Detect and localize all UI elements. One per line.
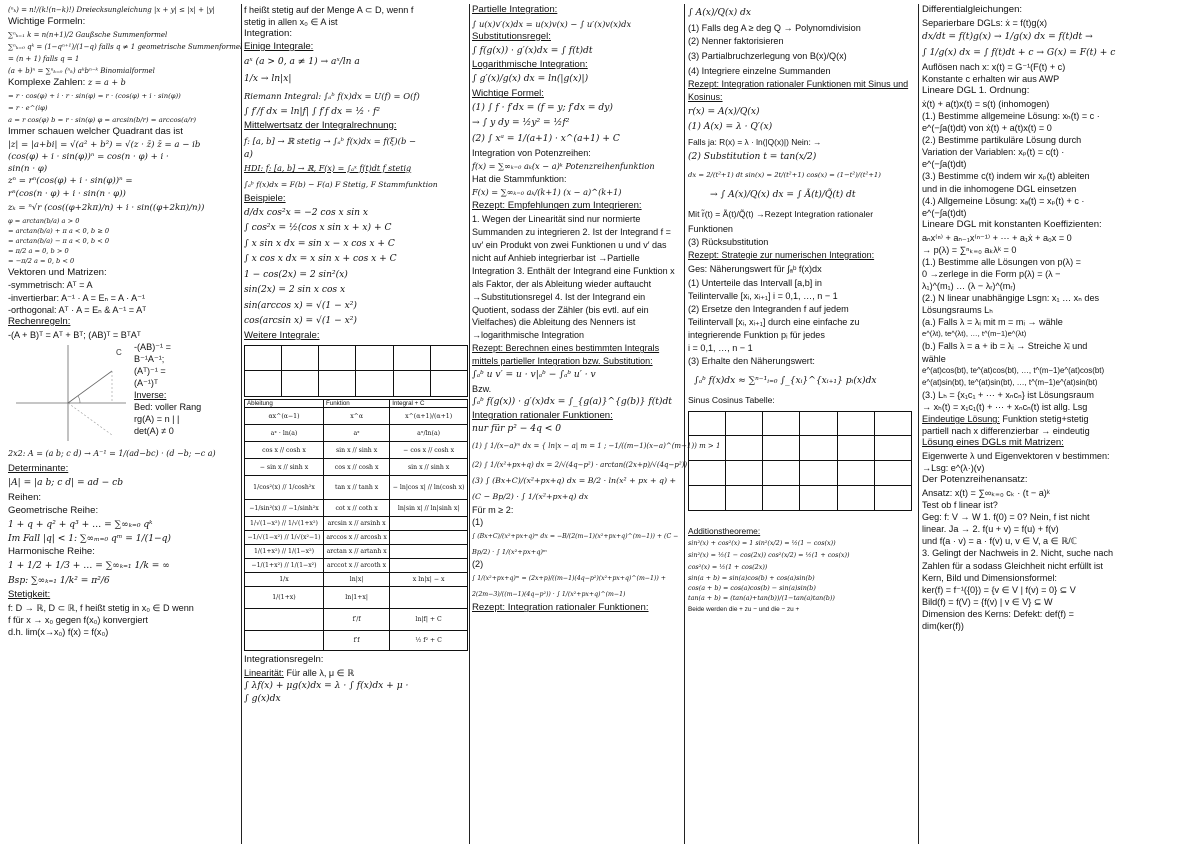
empty-grid — [244, 345, 468, 397]
rational-line: Für m ≥ 2: — [472, 505, 514, 516]
heading-determinante: Determinante: — [8, 462, 69, 474]
dgl-line: ∫ 1/g(x) dx = ∫ f(t)dt + c → G(x) = F(t) + c — [922, 47, 1116, 58]
table-cell: −1/√(1−x²) // 1/√(x²−1) — [245, 531, 324, 545]
numerisch-line: integrierende Funktion pᵢ für jedes — [688, 329, 825, 340]
dgl-line: Separierbare DGLs: ẋ = f(t)g(x) — [922, 17, 1048, 28]
table-cell: arccos x // arcosh x — [323, 531, 389, 545]
table-cell: 1/√(1−x²) // 1/√(1+x²) — [245, 517, 324, 531]
rational-line: (C − Bp/2) · ∫ 1/(x²+px+q) dx — [472, 492, 589, 502]
rezept-rational-line: ∫ A(x)/Q(x) dx — [688, 8, 752, 18]
potenz-line: und f(a · v) = a · f(v) u, v ∈ V, a ∈ ℝ/ℂ — [922, 536, 1078, 547]
example-line: sin(2x) = 2 sin x cos x — [244, 285, 346, 296]
sincos-line: Falls ja: R(x) = λ · ln(|Q(x)|) Nein: → — [688, 137, 822, 147]
inverse-condition: Bed: voller Rang — [134, 402, 202, 413]
numerisch-line: Teilintervalle [xᵢ, xᵢ₊₁] i = 0,1, …, n − 1 — [688, 290, 838, 301]
column-divider — [684, 4, 685, 844]
determinant-formula: |A| = |a b; c d| = ad − cb — [8, 478, 124, 489]
eindeutige-loesung-line — [922, 413, 1194, 425]
integral-line: Riemann Integral: ∫ₐᵇ f(x)dx = U(f) = O(f) — [244, 90, 420, 101]
potenz-line: Test ob f linear ist? — [922, 500, 998, 511]
stetig-intro: stetig in allen x₀ ∈ A ist — [244, 17, 338, 28]
complex-plane-svg — [8, 341, 132, 443]
linearitaet-formula: ∫ g(x)dx — [244, 694, 281, 705]
potenz-line: Ansatz: x(t) = ∑∞ₖ₌₀ cₖ · (t − a)ᵏ — [922, 487, 1050, 498]
sincos-line: dx = 2/(t²+1) dt sin(x) = 2t/(t²+1) cos(x) = (1−t²)/(t²+1) — [688, 171, 881, 179]
table-cell: arccot x // arcoth x — [323, 559, 389, 573]
example-line: ∫ x cos x dx = x sin x + cos x + C — [244, 254, 397, 265]
konst-line: wähle — [922, 353, 946, 364]
arctan-case: = arctan(b/a) − π a < 0, b < 0 — [8, 237, 110, 246]
heading-linearitaet: Linearität: — [244, 668, 284, 679]
additions-line: tan(a + b) = (tan(a)+tan(b))/(1−tan(a)tan(b)) — [688, 594, 835, 603]
table-cell — [390, 559, 468, 573]
konst-line: λ₁)^(m₁) … (λ − λᵣ)^(mᵣ) — [922, 280, 1016, 291]
table-cell: x ln|x| − x — [390, 573, 468, 587]
stetigkeit-line: f für x → x₀ gegen f(x₀) konvergiert — [8, 614, 148, 625]
formula-line: = (n + 1) falls q = 1 — [8, 55, 80, 64]
potenz-line: Dimension des Kerns: Defekt: def(f) = — [922, 608, 1074, 619]
heading-text: Komplexe Zahlen: — [8, 77, 86, 89]
linearitaet-formula: ∫ λf(x) + μg(x)dx = λ · ∫ f(x)dx + μ · — [244, 681, 409, 692]
heading-rezept-bestimmtes-integral: Rezept: Berechnen eines bestimmten Integrals mittels partieller Integration bzw. Substitution: — [472, 343, 660, 367]
table-cell: ln|f| + C — [390, 609, 468, 631]
additions-line: cos(a + b) = cos(a)cos(b) − sin(a)sin(b) — [688, 584, 816, 593]
heading-beispiele: Beispiele: — [244, 192, 286, 204]
heading-geometrische-reihe: Geometrische Reihe: — [8, 505, 99, 517]
lineare-dgl-line: (2.) Bestimme partikuläre Lösung durch — [922, 135, 1082, 146]
additions-note: Beide werden die + zu − und die − zu + — [688, 606, 800, 614]
heading-partielle-integration: Partielle Integration: — [472, 4, 558, 15]
potenz-line: Zahlen für a sodass Gleichheit nicht erfüllt ist — [922, 560, 1103, 571]
additions-line: sin²(x) = ½(1 − cos(2x)) cos²(x/2) = ½(1 + cos(x)) — [688, 551, 850, 560]
heading-einige-integrale: Einige Integrale: — [244, 40, 314, 52]
inverse-rule: (Aᵀ)⁻¹ = — [134, 365, 166, 376]
heading-rezept-rationale: Rezept: Integration rationaler Funktionen: — [472, 602, 649, 614]
formula-line: |z| = |a+bi| = √(a² + b²) = √(z · z̄) z̄ = a − ib — [8, 140, 201, 151]
rezept-text: 1. Wegen der Linearität sind nur normierte Summanden zu integrieren 2. Ist der Integrand f = uv′ ein Produkt von zwei Funktionen u und v′ das nicht auf Anhieb integrierbar ist →Partielle Integration 3. Enthält der Integrand eine Funktion x als Faktor, der als Ableitung wieder auftaucht →Substitutionsregel 4. Ist der Integrand ein Quotient, sodass der Zähler (bis evtl. auf ein Vielfaches) die Ableitung des Nenners ist →logarithmische Integration — [472, 214, 675, 341]
hdi-line: ∫ₐᵇ f(x)dx = F(b) − F(a) F Stetig, F Stammfunktion — [244, 179, 438, 189]
inverse-rule: -(AB)⁻¹ = — [134, 341, 171, 352]
table-cell: − sin x // sinh x — [245, 459, 324, 476]
sincos-line: (2) Substitution t = tan(x/2) — [688, 152, 817, 162]
inverse-condition: det(A) ≠ 0 — [134, 426, 174, 437]
column-header: Funktion — [323, 399, 389, 408]
heading-wichtige-formeln: Wichtige Formeln: — [8, 16, 86, 28]
sincos-line: (1) A(x) = λ · Q′(x) — [688, 122, 773, 132]
mittelwert-line: a) — [244, 149, 253, 160]
numerisch-line: (1) Unterteile das Intervall [a,b] in — [688, 277, 822, 288]
stetig-intro: f heißt stetig auf der Menge A ⊂ D, wenn f — [244, 5, 414, 15]
potenz-line: Kern, Bild und Dimensionsformel: — [922, 572, 1057, 583]
formula-line: = r · e^(iφ) — [8, 104, 48, 113]
table-cell: x^α — [323, 408, 389, 425]
integral-line: ∫ f′/f dx = ln|f| ∫ f′f dx = ½ · f² — [244, 106, 381, 117]
stetigkeit-line: f: D → ℝ, D ⊂ ℝ, f heißt stetig in x₀ ∈ D wenn — [8, 602, 194, 613]
additions-line: sin²(x) + cos²(x) = 1 sin²(x/2) = ½(1 − cos(x)) — [688, 539, 836, 548]
rational-line: (3) ∫ (Bx+C)/(x²+px+q) dx = B/2 · ln(x² + px + q) + — [472, 476, 677, 486]
dgl-line: Auflösen nach x: x(t) = G⁻¹(F(t) + c) — [922, 61, 1066, 72]
table-cell: 1/x — [245, 573, 324, 587]
inverse-rule: (A⁻¹)ᵀ — [134, 377, 158, 388]
heading-potenzreihenansatz: Der Potenzreihenansatz: — [922, 474, 1028, 486]
series-formula: Im Fall |q| < 1: ∑∞ₘ₌₀ qᵐ = 1/(1−q) — [8, 533, 171, 544]
rational-line: Bp/2) · ∫ 1/(x²+px+q)ᵐ — [472, 548, 548, 557]
column-1 — [8, 4, 243, 844]
arctan-case: = π/2 a = 0, b > 0 — [8, 247, 69, 256]
lineare-dgl-line: (1.) Bestimme allgemeine Lösung: xₕ(t) = c · — [922, 110, 1100, 121]
series-formula: 1 + 1/2 + 1/3 + … = ∑∞ₖ₌₁ 1/k = ∞ — [8, 560, 170, 571]
example-line: cos(arcsin x) = √(1 − x²) — [244, 316, 357, 327]
quadrant-note: Immer schauen welcher Quadrant das ist — [8, 126, 183, 138]
heading-rechenregeln: Rechenregeln: — [8, 315, 71, 327]
table-cell: ½ f² + C — [390, 631, 468, 651]
formula-line: rⁿ(cos(n · φ) + i · sin(n · φ)) — [8, 188, 126, 199]
potenz-line: ker(f) = f⁻¹({0}) = {v ∈ V | f(v) = 0} ⊆ V — [922, 584, 1076, 595]
numerisch-line: (3) Erhalte den Näherungswert: — [688, 355, 815, 366]
potenzreihe-line: Hat die Stammfunktion: — [472, 174, 567, 185]
lineare-dgl-line: und in die inhomogene DGL einsetzen — [922, 183, 1077, 194]
lineare-dgl-line: e^(−∫a(t)dt) — [922, 159, 967, 170]
column-header: Integral + C — [390, 399, 468, 408]
eindeutig-text: Funktion stetig+stetig — [999, 414, 1089, 425]
table-cell: aˣ · ln(a) — [245, 425, 324, 442]
potenz-line: Geg: f: V → W 1. f(0) = 0? Nein, f ist nicht — [922, 512, 1090, 523]
mittelwert-line: f: [a, b] → ℝ stetig → ∫ₐᵇ f(x)dx = f(ξ)(b − — [244, 135, 416, 146]
integral-line: aˣ (a > 0, a ≠ 1) → aˣ/ln a — [244, 56, 360, 67]
lineare-dgl-line: e^(−∫a(t)dt) — [922, 207, 967, 218]
konst-line: aₙx⁽ⁿ⁾ + aₙ₋₁x⁽ⁿ⁻¹⁾ + ⋯ + a₁ẋ + a₀x = 0 — [922, 232, 1072, 243]
table-cell: cos x // cosh x — [245, 442, 324, 459]
formula-inline: z = a + b — [88, 78, 126, 88]
numerisch-line: Teilintervall [xᵢ, xᵢ₊₁] durch eine einfache zu — [688, 316, 860, 327]
sinus-cosinus-table — [688, 411, 912, 511]
table-cell: f′/f — [323, 609, 389, 631]
potenzreihe-line: F(x) = ∑∞ₖ₌₀ aₖ/(k+1) (x − a)^(k+1) — [472, 187, 622, 198]
rational-line: nur für p² − 4q < 0 — [472, 423, 562, 434]
rechenregel-line: -(A + B)ᵀ = Aᵀ + Bᵀ; (AB)ᵀ = BᵀAᵀ — [8, 329, 141, 340]
arctan-case: φ = arctan(b/a) a > 0 — [8, 216, 80, 225]
rezept-rational-line: (1) Falls deg A ≥ deg Q → Polynomdivision — [688, 23, 861, 33]
rezept-rational-line: (4) Integriere einzelne Summanden — [688, 66, 831, 76]
formula-line: (a + b)ⁿ = ∑ⁿₖ₌₀ (ⁿₖ) aᵏbⁿ⁻ᵏ Binomialformel — [8, 67, 155, 76]
table-cell: 1/(1+x²) // 1/(1−x²) — [245, 545, 324, 559]
table-cell: tan x // tanh x — [323, 476, 389, 500]
heading-inverse: Inverse: — [134, 389, 167, 400]
table-cell: sin x // sinh x — [390, 459, 468, 476]
numerisch-line: (2) Ersetze den Integranden f auf jedem — [688, 303, 849, 314]
table-cell: −1/sin²(x) // −1/sinh²x — [245, 500, 324, 517]
rational-line: (2) — [472, 559, 484, 570]
lineare-dgl-line: ẋ(t) + a(t)x(t) = s(t) (inhomogen) — [922, 98, 1050, 109]
table-cell: aˣ/ln(a) — [390, 425, 468, 442]
example-line: d/dx cos²x = −2 cos x sin x — [244, 208, 369, 219]
dgl-line: dx/dt = f(t)g(x) → 1/g(x) dx = f(t)dt → — [922, 31, 1093, 42]
heading-komplexe-zahlen — [8, 77, 240, 90]
additions-line: cos²(x) = ½(1 + cos(2x)) — [688, 563, 768, 572]
table-cell: aˣ — [323, 425, 389, 442]
example-line: ∫ cos²x = ½(cos x sin x + x) + C — [244, 223, 392, 234]
partielle-formula: ∫ u(x)v′(x)dx = u(x)v(x) − ∫ u′(x)v(x)dx — [472, 18, 632, 29]
heading-eindeutige-loesung: Eindeutige Lösung: — [922, 414, 1000, 425]
heading-wichtige-formel: Wichtige Formel: — [472, 88, 544, 100]
formula-line: sin(n · φ) — [8, 164, 48, 175]
column-2 — [244, 4, 468, 844]
formula-line: zₖ = ⁿ√r (cos((φ+2kπ)/n) + i · sin((φ+2kπ)/n)) — [8, 202, 205, 213]
konst-line: (1.) Bestimme alle Lösungen von p(λ) = — [922, 256, 1081, 267]
heading-differentialgleichungen: Differentialgleichungen: — [922, 4, 1023, 15]
additions-line: sin(a + b) = sin(a)cos(b) + cos(a)sin(b) — [688, 574, 815, 583]
konst-line: (b.) Falls λ = a + ib = λᵢ → Streiche λ̄ᵢ und — [922, 341, 1088, 352]
table-cell — [245, 609, 324, 631]
rezept-rational-line: (3) Partialbruchzerlegung von B(x)/Q(x) — [688, 51, 847, 61]
inverse-2x2: 2x2: A = (a b; c d) → A⁻¹ = 1/(ad−bc) · (d −b; −c a) — [8, 448, 216, 458]
rational-line: 2(2m−3)/((m−1)(4q−p²)) · ∫ 1/(x²+px+q)^(m−1) — [472, 591, 626, 599]
heading-lineare-dgl: Lineare DGL 1. Ordnung: — [922, 85, 1030, 97]
example-line: sin(arccos x) = √(1 − x²) — [244, 300, 357, 311]
substitution-formula: ∫ f(g(x)) · g′(x)dx = ∫ f(t)dt — [472, 45, 593, 56]
heading-harmonische-reihe: Harmonische Reihe: — [8, 545, 95, 557]
column-divider — [469, 4, 470, 844]
table-cell: cos x // cosh x — [323, 459, 389, 476]
potenz-line: dim(ker(f)) — [922, 621, 964, 632]
table-cell: cot x // coth x — [323, 500, 389, 517]
series-formula: 1 + q + q² + q³ + … = ∑∞ₖ₌₀ qᵏ — [8, 519, 153, 530]
rational-line: ∫ 1/(x²+px+q)ᵐ = (2x+p)/((m−1)(4q−p²)(x²+px+q)^(m−1)) + — [472, 575, 666, 583]
sincos-line: Funktionen — [688, 224, 733, 234]
inverse-rule: B⁻¹A⁻¹; — [134, 353, 165, 364]
log-formula: ∫ g′(x)/g(x) dx = ln(|g(x)|) — [472, 74, 589, 85]
konst-line: e^(at)sin(bt), te^(at)sin(bt), …, t^(m−1)e^(at)sin(bt) — [922, 377, 1098, 387]
numerisch-line: Ges: Näherungswert für ∫ₐᵇ f(x)dx — [688, 263, 822, 274]
inverse-block — [134, 341, 240, 438]
formula-line: (cos(φ) + i · sin(φ))ⁿ = cos(n · φ) + i · — [8, 152, 169, 163]
lineare-dgl-line: Variation der Variablen: xₚ(t) = c(t) · — [922, 147, 1065, 158]
potenzreihe-line: Integration von Potenzreihen: — [472, 148, 591, 159]
table-cell: arcsin x // arsinh x — [323, 517, 389, 531]
matrizen-line: Eigenwerte λ und Eigenvektoren v bestimmen: — [922, 451, 1110, 461]
numerisch-line: ∫ₐᵇ f(x)dx ≈ ∑ⁿ⁻¹ᵢ₌₀ ∫_{xᵢ}^{xᵢ₊₁} pᵢ(x)dx — [694, 375, 877, 386]
table-cell — [390, 545, 468, 559]
diagram-label-c: C — [116, 347, 122, 357]
arctan-case: = −π/2 a = 0, b < 0 — [8, 257, 75, 266]
inverse-condition: rg(A) = n | | — [134, 414, 180, 425]
rational-line: (1) — [472, 517, 484, 528]
potenz-line: Bild(f) = f(V) = {f(v) | v ∈ V} ⊆ W — [922, 596, 1053, 607]
formula-sheet — [8, 4, 1194, 844]
konst-line: Lösungsraums Lₕ — [922, 305, 993, 316]
wichtige-formel-line: (1) ∫ f · f′dx = (f = y; f′dx = dy) — [472, 103, 613, 114]
lineare-dgl-line: (3.) Bestimme c(t) indem wir xₚ(t) ableiten — [922, 171, 1090, 182]
heading-konstante-koeffizienten: Lineare DGL mit konstanten Koeffizienten: — [922, 218, 1102, 230]
potenz-line: linear. Ja → 2. f(u + v) = f(u) + f(v) — [922, 524, 1059, 535]
binomial-line: (ⁿₖ) = n!/(k!(n−k)!) Dreiecksungleichung |x + y| ≤ |x| + |y| — [8, 6, 215, 14]
table-cell: − ln|cos x| // ln(cosh x) — [390, 476, 468, 500]
konst-line: → xₕ(t) = x₁c₁(t) + ⋯ + xₙcₙ(t) ist allg. Lsg — [922, 401, 1088, 412]
table-cell: ln|1+x| — [323, 587, 389, 609]
heading-rationale-funktionen: Integration rationaler Funktionen: — [472, 410, 613, 422]
konst-line: (a.) Falls λ = λᵢ mit m = mᵢ → wähle — [922, 317, 1063, 328]
konst-line: e^(λt), te^(λt), …, t^(m−1)e^(λt) — [922, 329, 1027, 339]
table-cell: ln|x| — [323, 573, 389, 587]
heading-weitere-integrale: Weitere Integrale: — [244, 329, 320, 341]
table-cell — [390, 517, 468, 531]
heading-integrationsregeln: Integrationsregeln: — [244, 654, 324, 666]
konst-line: → p(λ) = ∑ⁿₖ₌₀ aₖλᵏ = 0 — [922, 244, 1017, 255]
formula-line: ∑ⁿₖ₌₁ k = n(n+1)/2 Gaußsche Summenformel — [8, 30, 168, 39]
rational-line: ∫ (Bx+C)/(x²+px+q)ᵐ dx = −B/(2(m−1)(x²+px+q)^(m−1)) + (C − — [472, 533, 679, 541]
table-cell: − cos x // cosh x — [390, 442, 468, 459]
bestimmtes-integral-line: ∫ₐᵇ f(g(x)) · g′(x)dx = ∫_{g(a)}^{g(b)} f(t)dt — [472, 397, 672, 408]
table-cell: −1/(1+x²) // 1/(1−x²) — [245, 559, 324, 573]
column-4 — [688, 4, 916, 844]
complex-plane-block — [8, 341, 240, 445]
table-cell: αx^(α−1) — [245, 408, 324, 425]
table-cell: 1/(1+x) — [245, 587, 324, 609]
matrix-property: -orthogonal: Aᵀ · A = Eₙ & A⁻¹ = Aᵀ — [8, 304, 147, 315]
table-cell — [390, 531, 468, 545]
complex-plane-diagram — [8, 341, 132, 443]
column-header: Ableitung — [245, 399, 324, 408]
heading-mittelwertsatz: Mittelwertsatz der Integralrechnung: — [244, 119, 397, 131]
rational-line: (1) ∫ 1/(x−a)ᵐ dx = { ln|x − a| m = 1 ; −1/((m−1)(x−a)^(m−1)) m > 1 — [472, 442, 721, 451]
matrizen-line: →Lsg: e^(λ·)(v) — [922, 463, 985, 474]
matrix-property: -invertierbar: A⁻¹ · A = Eₙ = A · A⁻¹ — [8, 292, 146, 303]
sincos-line: r(x) = A(x)/Q(x) — [688, 107, 760, 117]
table-cell: sin x // sinh x — [323, 442, 389, 459]
wichtige-formel-line: (2) ∫ xᵃ = 1/(a+1) · x^(a+1) + C — [472, 134, 620, 145]
arctan-case: = arctan(b/a) + π a < 0, b ≥ 0 — [8, 226, 110, 235]
table-cell — [245, 631, 324, 651]
column-divider — [241, 4, 242, 844]
rezept-rational-line: (2) Nenner faktorisieren — [688, 36, 784, 46]
heading-rezept-sinus-kosinus: Rezept: Integration rationaler Funktionen mit Sinus und Kosinus: — [688, 79, 909, 102]
numerisch-line: i = 0,1, …, n − 1 — [688, 342, 753, 353]
linearitaet-line — [244, 667, 468, 679]
heading-vektoren-matrizen: Vektoren und Matrizen: — [8, 266, 107, 278]
formula-line: zⁿ = rⁿ(cos(φ) + i · sin(φ))ⁿ = — [8, 176, 133, 187]
formula-line: = r · cos(φ) + i · r · sin(φ) = r · (cos(φ) + i · sin(φ)) — [8, 92, 181, 101]
hdi-line: HDI: f: [a, b] → ℝ, F(x) = ∫ₐˣ f(t)dt f stetig — [244, 163, 412, 173]
konst-line: (2.) N linear unabhängige Lsgn: x₁ … xₙ des — [922, 293, 1100, 304]
potenz-line: 3. Gelingt der Nachweis in 2. Nicht, suche nach — [922, 548, 1114, 559]
formula-line: ∑ⁿₖ₌₀ qᵏ = (1−qⁿ⁺¹)/(1−q) falls q ≠ 1 geometrische Summenformel — [8, 42, 243, 51]
integral-line: 1/x → ln|x| — [244, 73, 292, 84]
table-cell: 1/cos²(x) // 1/cosh²x — [245, 476, 324, 500]
heading-rezept-empfehlungen: Rezept: Empfehlungen zum Integrieren: — [472, 200, 642, 212]
heading-log-integration: Logarithmische Integration: — [472, 58, 588, 70]
heading-additionstheoreme: Additionstheoreme: — [688, 525, 761, 536]
table-cell: x^(α+1)/(α+1) — [390, 408, 468, 425]
heading-reihen: Reihen: — [8, 492, 42, 504]
table-cell: ln|sin x| // ln|sinh x| — [390, 500, 468, 517]
dgl-line: Konstante c erhalten wir aus AWP — [922, 73, 1060, 84]
sincos-line: (3) Rücksubstitution — [688, 237, 769, 247]
eindeutig-line: partiell nach x differenzierbar → eindeutig — [922, 426, 1090, 437]
heading-dgl-matrizen: Lösung eines DGLs mit Matrizen: — [922, 437, 1064, 449]
stetigkeit-line: d.h. lim(x→x₀) f(x) = f(x₀) — [8, 626, 109, 637]
table-cell: f′f — [323, 631, 389, 651]
bestimmtes-integral-line: Bzw. — [472, 384, 492, 395]
table-cell: arctan x // artanh x — [323, 545, 389, 559]
table-cell — [390, 587, 468, 609]
heading-numerische-integration: Rezept: Strategie zur numerischen Integration: — [688, 250, 875, 260]
heading-substitutionsregel: Substitutionsregel: — [472, 30, 551, 42]
lineare-dgl-line: e^(−∫a(t)dt) von ẋ(t) + a(t)x(t) = 0 — [922, 123, 1052, 134]
example-line: ∫ x sin x dx = sin x − x cos x + C — [244, 238, 395, 249]
bestimmtes-integral-line: ∫ₐᵇ u v′ = u · v|ₐᵇ − ∫ₐᵇ u′ · v — [472, 370, 596, 381]
matrix-property: -symmetrisch: Aᵀ = A — [8, 280, 93, 291]
column-divider — [918, 4, 919, 844]
example-line: 1 − cos(2x) = 2 sin²(x) — [244, 269, 348, 280]
wichtige-formel-line: → ∫ y dy = ½y² = ½f² — [472, 118, 570, 129]
series-example: Bsp: ∑∞ₖ₌₁ 1/k² = π²/6 — [8, 575, 110, 586]
column-5 — [922, 4, 1194, 844]
heading-stetigkeit: Stetigkeit: — [8, 588, 51, 600]
linearitaet-text: Für alle λ, μ ∈ ℝ — [286, 668, 355, 679]
lineare-dgl-line: (4.) Allgemeine Lösung: xₐ(t) = xₚ(t) + c · — [922, 195, 1085, 206]
sincos-line: → ∫ A(x)/Q(x) dx = ∫ Ã(t)/Q̃(t) dt — [710, 190, 856, 200]
heading-integration: Integration: — [244, 28, 293, 40]
sincos-line: Mit r̃(t) = Ã(t)/Q̃(t) →Rezept Integration rationaler — [688, 209, 874, 219]
konst-line: (3.) Lₕ = {x₁c₁ + ⋯ + xₙcₙ} ist Lösungsraum — [922, 389, 1094, 400]
rational-line: (2) ∫ 1/(x²+px+q) dx = 2/√(4q−p²) · arctan((2x+p)/√(4q−p²)) — [472, 461, 688, 470]
konst-line: e^(at)cos(bt), te^(at)cos(bt), …, t^(m−1)e^(at)cos(bt) — [922, 365, 1105, 375]
konst-line: 0 →zerlege in die Form p(λ) = (λ − — [922, 268, 1061, 279]
integral-table — [244, 399, 468, 652]
potenzreihe-line: f(x) = ∑∞ₖ₌₀ aₖ(x − a)ᵏ Potenzreihenfunktion — [472, 161, 655, 172]
heading-sinus-cosinus-tabelle: Sinus Cosinus Tabelle: — [688, 394, 775, 405]
formula-line: a = r cos(φ) b = r · sin(φ) φ = arcsin(b/r) = arccos(a/r) — [8, 116, 196, 125]
